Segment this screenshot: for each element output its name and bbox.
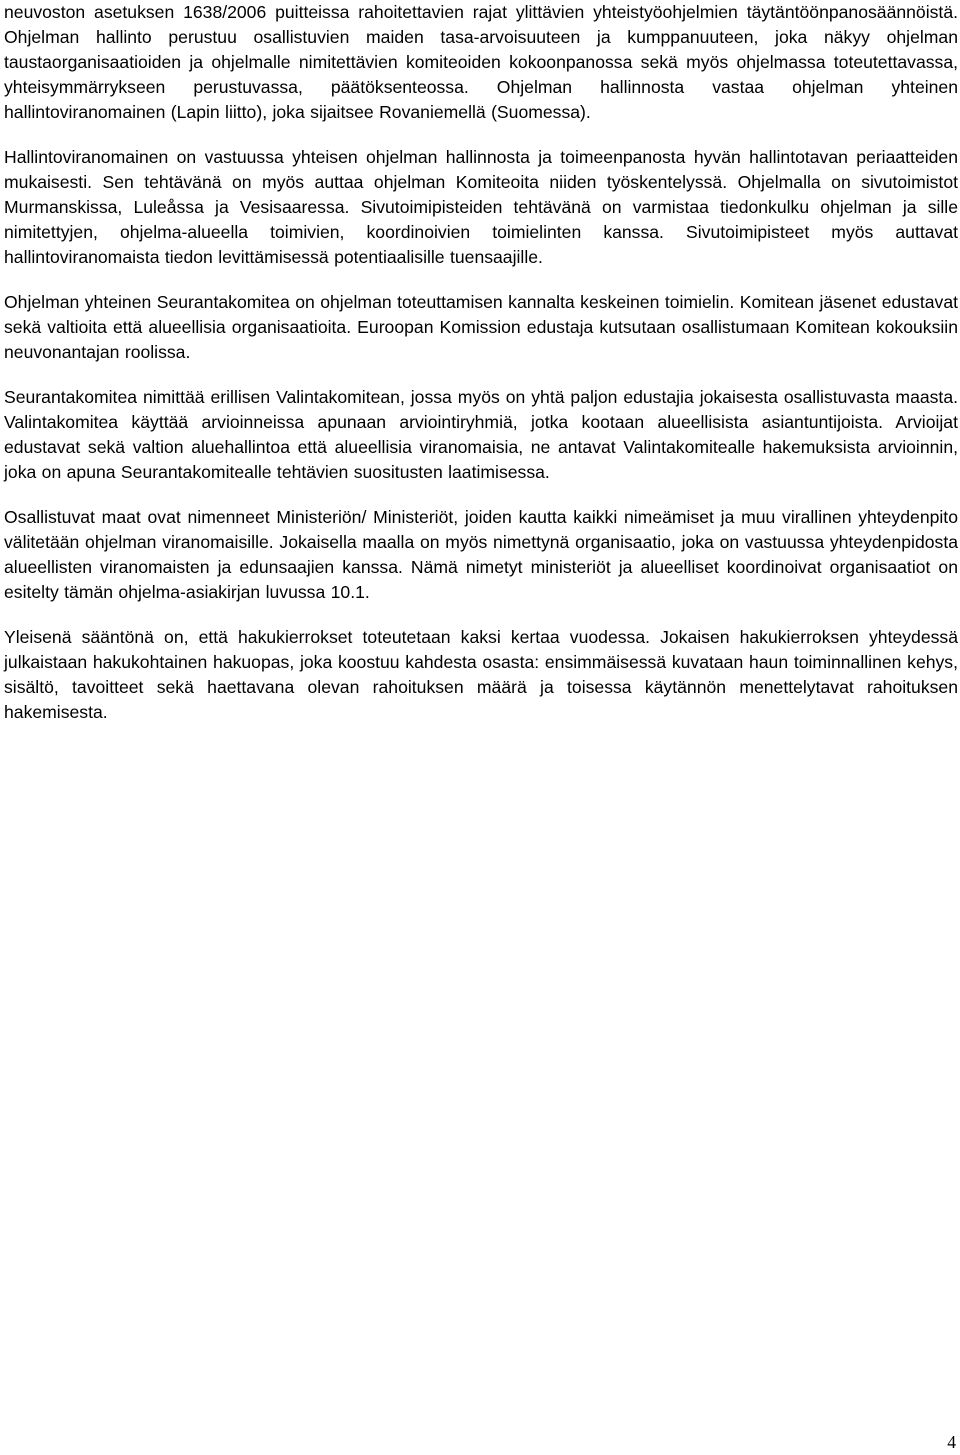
- paragraph-3: Ohjelman yhteinen Seurantakomitea on ohjelman toteuttamisen kannalta keskeinen toimielin. Komitean jäsenet edustavat sekä valtioita että alueellisia organisaatioita. Euroopan Komission edustaja kutsutaan osallistumaan Komitean kokouksiin neuvonantajan roolissa.: [4, 292, 958, 362]
- page-number: 4: [947, 1432, 956, 1452]
- paragraph-1: neuvoston asetuksen 1638/2006 puitteissa rahoitettavien rajat ylittävien yhteistyöohjelmien täytäntöönpanosäännöistä. Ohjelman hallinto perustuu osallistuvien maiden tasa-arvoisuuteen ja kumppanuuteen, joka näkyy ohjelman taustaorganisaatioiden ja ohjelmalle nimitettävien komiteoiden kokoonpanossa sekä myös ohjelmassa toteutettavassa, yhteisymmärrykseen perustuvassa, päätöksenteossa. Ohjelman hallinnosta vastaa ohjelman yhteinen hallintoviranomainen (Lapin liitto), joka sijaitsee Rovaniemellä (Suomessa).: [4, 2, 958, 122]
- document-page: [4, 0, 958, 745]
- paragraph-6: Yleisenä sääntönä on, että hakukierrokset toteutetaan kaksi kertaa vuodessa. Jokaisen hakukierroksen yhteydessä julkaistaan hakukohtainen hakuopas, joka koostuu kahdesta osasta: ensimmäisessä kuvataan haun toiminnallinen kehys, sisältö, tavoitteet sekä haettavana olevan rahoituksen määrä ja toisessa käytännön menettelytavat rahoituksen hakemisesta.: [4, 627, 958, 722]
- paragraph-2: Hallintoviranomainen on vastuussa yhteisen ohjelman hallinnosta ja toimeenpanosta hyvän hallintotavan periaatteiden mukaisesti. Sen tehtävänä on myös auttaa ohjelman Komiteoita niiden työskentelyssä. Ohjelmalla on sivutoimistot Murmanskissa, Luleåssa ja Vesisaaressa. Sivutoimipisteiden tehtävänä on varmistaa tiedonkulku ohjelman ja sille nimitettyjen, ohjelma-alueella toimivien, koordinoivien toimielinten kanssa. Sivutoimipisteet myös auttavat hallintoviranomaista tiedon levittämisessä potentiaalisille tuensaajille.: [4, 147, 958, 267]
- paragraph-5: Osallistuvat maat ovat nimenneet Ministeriön/ Ministeriöt, joiden kautta kaikki nimeämiset ja muu virallinen yhteydenpito välitetään ohjelman viranomaisille. Jokaisella maalla on myös nimettynä organisaatio, joka on vastuussa yhteydenpidosta alueellisten viranomaisten ja edunsaajien kanssa. Nämä nimetyt ministeriöt ja alueelliset koordinoivat organisaatiot on esitelty tämän ohjelma-asiakirjan luvussa 10.1.: [4, 507, 958, 602]
- paragraph-4: Seurantakomitea nimittää erillisen Valintakomitean, jossa myös on yhtä paljon edustajia jokaisesta osallistuvasta maasta. Valintakomitea käyttää arvioinneissa apunaan arviointiryhmiä, jotka kootaan alueellisista asiantuntijoista. Arvioijat edustavat sekä valtion aluehallintoa että alueellisia viranomaisia, ne antavat Valintakomitealle hakemuksista arvioinnin, joka on apuna Seurantakomitealle tehtävien suositusten laatimisessa.: [4, 387, 958, 482]
